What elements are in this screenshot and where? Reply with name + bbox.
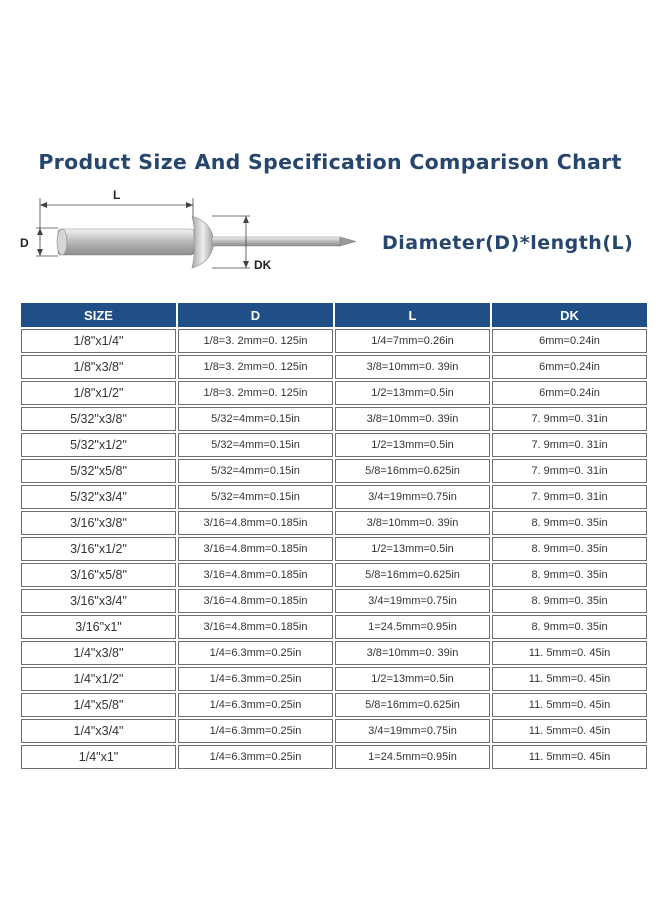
l-cell: 5/8=16mm=0.625in	[335, 563, 490, 587]
l-cell: 3/8=10mm=0. 39in	[335, 407, 490, 431]
table-row	[21, 719, 647, 743]
dk-cell: 7. 9mm=0. 31in	[492, 459, 647, 483]
l-cell: 3/4=19mm=0.75in	[335, 589, 490, 613]
dk-cell: 8. 9mm=0. 35in	[492, 589, 647, 613]
size-cell: 3/16"x1"	[21, 615, 176, 639]
d-cell: 1/8=3. 2mm=0. 125in	[178, 355, 333, 379]
l-cell: 1/2=13mm=0.5in	[335, 667, 490, 691]
dk-cell: 11. 5mm=0. 45in	[492, 719, 647, 743]
d-cell: 1/4=6.3mm=0.25in	[178, 693, 333, 717]
table-row	[21, 511, 647, 535]
size-cell: 1/8"x1/4"	[21, 329, 176, 353]
d-cell: 1/8=3. 2mm=0. 125in	[178, 381, 333, 405]
size-cell: 3/16"x3/8"	[21, 511, 176, 535]
l-cell: 3/4=19mm=0.75in	[335, 719, 490, 743]
size-cell: 1/8"x3/8"	[21, 355, 176, 379]
dk-cell: 11. 5mm=0. 45in	[492, 641, 647, 665]
dimension-formula: Diameter(D)*length(L)	[382, 232, 634, 254]
table-header-row	[21, 303, 647, 327]
dk-cell: 11. 5mm=0. 45in	[492, 667, 647, 691]
table-row	[21, 485, 647, 509]
size-cell: 5/32"x3/4"	[21, 485, 176, 509]
size-cell: 1/4"x5/8"	[21, 693, 176, 717]
dk-cell: 8. 9mm=0. 35in	[492, 537, 647, 561]
d-cell: 3/16=4.8mm=0.185in	[178, 537, 333, 561]
table-row	[21, 381, 647, 405]
l-cell: 1=24.5mm=0.95in	[335, 745, 490, 769]
column-header-d: D	[178, 303, 333, 327]
d-cell: 1/8=3. 2mm=0. 125in	[178, 329, 333, 353]
table-row	[21, 355, 647, 379]
rivet-diagram	[0, 180, 380, 280]
table-row	[21, 667, 647, 691]
l-cell: 3/8=10mm=0. 39in	[335, 355, 490, 379]
d-cell: 1/4=6.3mm=0.25in	[178, 641, 333, 665]
size-cell: 1/4"x1/2"	[21, 667, 176, 691]
size-cell: 3/16"x5/8"	[21, 563, 176, 587]
table-row	[21, 329, 647, 353]
head-diameter-label: DK	[254, 258, 272, 272]
d-cell: 5/32=4mm=0.15in	[178, 433, 333, 457]
l-cell: 1/2=13mm=0.5in	[335, 381, 490, 405]
dk-cell: 6mm=0.24in	[492, 355, 647, 379]
size-cell: 5/32"x3/8"	[21, 407, 176, 431]
rivet-illustration	[57, 216, 356, 268]
table-row	[21, 589, 647, 613]
d-cell: 1/4=6.3mm=0.25in	[178, 719, 333, 743]
table-body	[21, 329, 647, 769]
table-row	[21, 563, 647, 587]
l-cell: 1=24.5mm=0.95in	[335, 615, 490, 639]
size-cell: 1/4"x3/8"	[21, 641, 176, 665]
d-cell: 5/32=4mm=0.15in	[178, 485, 333, 509]
table-row	[21, 615, 647, 639]
dk-cell: 8. 9mm=0. 35in	[492, 511, 647, 535]
table-row	[21, 745, 647, 769]
dk-cell: 11. 5mm=0. 45in	[492, 693, 647, 717]
d-cell: 3/16=4.8mm=0.185in	[178, 615, 333, 639]
size-cell: 3/16"x3/4"	[21, 589, 176, 613]
l-cell: 3/8=10mm=0. 39in	[335, 511, 490, 535]
d-cell: 3/16=4.8mm=0.185in	[178, 511, 333, 535]
d-cell: 5/32=4mm=0.15in	[178, 407, 333, 431]
l-cell: 1/2=13mm=0.5in	[335, 537, 490, 561]
d-cell: 3/16=4.8mm=0.185in	[178, 589, 333, 613]
size-cell: 1/8"x1/2"	[21, 381, 176, 405]
dk-cell: 7. 9mm=0. 31in	[492, 433, 647, 457]
l-cell: 3/4=19mm=0.75in	[335, 485, 490, 509]
dk-cell: 6mm=0.24in	[492, 329, 647, 353]
size-cell: 5/32"x1/2"	[21, 433, 176, 457]
d-cell: 1/4=6.3mm=0.25in	[178, 745, 333, 769]
d-cell: 5/32=4mm=0.15in	[178, 459, 333, 483]
l-cell: 3/8=10mm=0. 39in	[335, 641, 490, 665]
table-row	[21, 693, 647, 717]
diameter-label: D	[20, 236, 29, 250]
table-row	[21, 537, 647, 561]
d-cell: 1/4=6.3mm=0.25in	[178, 667, 333, 691]
l-cell: 5/8=16mm=0.625in	[335, 693, 490, 717]
dk-cell: 8. 9mm=0. 35in	[492, 563, 647, 587]
dk-cell: 6mm=0.24in	[492, 381, 647, 405]
dk-cell: 8. 9mm=0. 35in	[492, 615, 647, 639]
size-cell: 3/16"x1/2"	[21, 537, 176, 561]
size-cell: 1/4"x1"	[21, 745, 176, 769]
size-cell: 1/4"x3/4"	[21, 719, 176, 743]
column-header-dk: DK	[492, 303, 647, 327]
l-cell: 1/2=13mm=0.5in	[335, 433, 490, 457]
spec-table	[19, 301, 649, 771]
d-cell: 3/16=4.8mm=0.185in	[178, 563, 333, 587]
table-row	[21, 459, 647, 483]
size-cell: 5/32"x5/8"	[21, 459, 176, 483]
length-dimension	[40, 188, 193, 230]
dk-cell: 11. 5mm=0. 45in	[492, 745, 647, 769]
length-label: L	[113, 188, 121, 202]
dk-cell: 7. 9mm=0. 31in	[492, 485, 647, 509]
l-cell: 1/4=7mm=0.26in	[335, 329, 490, 353]
column-header-size: SIZE	[21, 303, 176, 327]
table-row	[21, 407, 647, 431]
page-title: Product Size And Specification Comparison Chart	[38, 150, 622, 174]
diameter-dimension	[20, 228, 58, 256]
column-header-l: L	[335, 303, 490, 327]
table-row	[21, 641, 647, 665]
table-row	[21, 433, 647, 457]
dk-cell: 7. 9mm=0. 31in	[492, 407, 647, 431]
l-cell: 5/8=16mm=0.625in	[335, 459, 490, 483]
